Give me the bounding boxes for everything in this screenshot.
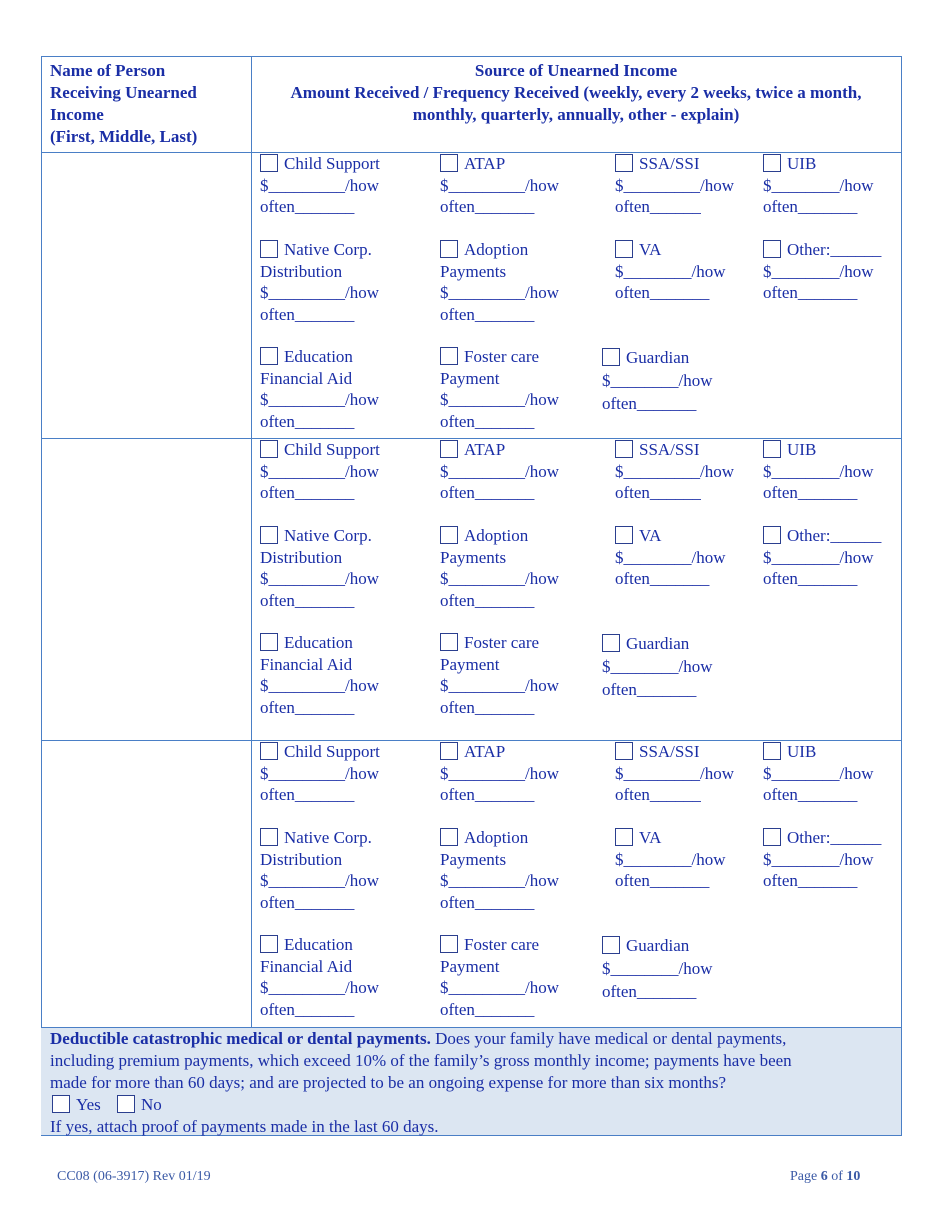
native-corp-option (260, 827, 379, 913)
amount-field[interactable]: $_________/how (615, 763, 734, 783)
uib-option (763, 153, 874, 218)
page-total: 10 (846, 1169, 861, 1184)
amount-field[interactable]: $_________/how (615, 175, 734, 195)
adoption-option (440, 239, 559, 325)
uib-checkbox[interactable] (763, 440, 781, 458)
atap-option (440, 439, 559, 504)
amount-field[interactable]: $________/how (602, 959, 713, 978)
other-option (763, 239, 881, 304)
option-label: VA (639, 240, 662, 259)
option-label: Child Support (284, 154, 380, 173)
foster-care-option (440, 934, 559, 1020)
adoption-option (440, 827, 559, 913)
amount-field[interactable]: $________/how (763, 763, 874, 783)
adoption-option (440, 525, 559, 611)
no-checkbox[interactable] (117, 1095, 135, 1113)
frequency-field[interactable]: often_______ (260, 892, 355, 912)
foster-care-checkbox[interactable] (440, 347, 458, 365)
amount-field[interactable]: $_________/how (260, 569, 379, 588)
ssa-ssi-checkbox[interactable] (615, 154, 633, 172)
other-checkbox[interactable] (763, 828, 781, 846)
frequency-field[interactable]: often______ (615, 785, 701, 804)
amount-field[interactable]: $_________/how (440, 390, 559, 409)
guardian-checkbox[interactable] (602, 634, 620, 652)
amount-field[interactable]: $________/how (763, 547, 874, 567)
adoption-checkbox[interactable] (440, 828, 458, 846)
option-label: Adoption (464, 828, 529, 847)
option-label: Native Corp. (284, 526, 372, 545)
foster-care-checkbox[interactable] (440, 935, 458, 953)
option-label: ATAP (464, 154, 506, 173)
amount-field[interactable]: $_________/how (260, 871, 379, 890)
option-label: UIB (787, 742, 817, 761)
option-label: SSA/SSI (639, 154, 700, 173)
amount-field[interactable]: $_________/how (260, 175, 379, 195)
frequency-field[interactable]: often_______ (440, 197, 535, 216)
amount-field[interactable]: $_________/how (260, 461, 379, 481)
amount-field[interactable]: $________/how (615, 261, 726, 281)
child-support-option (260, 741, 380, 806)
frequency-field[interactable]: often_______ (440, 892, 535, 912)
yes-label: Yes (76, 1095, 101, 1114)
frequency-field[interactable]: often______ (615, 483, 701, 502)
option-label: UIB (787, 154, 817, 173)
native-corp-option (260, 239, 379, 325)
option-label: VA (639, 828, 662, 847)
frequency-field[interactable]: often_______ (602, 680, 697, 699)
deductible-heading: Deductible catastrophic medical or dental payments. (50, 1029, 431, 1048)
deductible-text: Does your family have medical or dental payments, (435, 1029, 787, 1048)
ssa-ssi-option (615, 439, 734, 504)
uib-checkbox[interactable] (763, 154, 781, 172)
option-label: Payments (440, 261, 507, 281)
frequency-field[interactable]: often_______ (260, 304, 355, 324)
foster-care-option (440, 346, 559, 432)
uib-checkbox[interactable] (763, 742, 781, 760)
option-label: Education (284, 935, 353, 954)
guardian-checkbox[interactable] (602, 936, 620, 954)
option-label[interactable]: Other:______ (787, 240, 882, 259)
deductible-text: including premium payments, which exceed 10% of the family’s gross monthly income; payments have been (50, 1051, 792, 1070)
frequency-field[interactable]: often_______ (615, 569, 710, 588)
yes-checkbox[interactable] (52, 1095, 70, 1113)
option-label: Distribution (260, 849, 343, 869)
frequency-field[interactable]: often______ (615, 197, 701, 216)
foster-care-checkbox[interactable] (440, 633, 458, 651)
source-title: Source of Unearned Income (474, 61, 678, 80)
amount-field[interactable]: $_________/how (260, 390, 379, 409)
frequency-field[interactable]: often_______ (440, 697, 535, 717)
amount-field[interactable]: $_________/how (260, 283, 379, 302)
frequency-field[interactable]: often_______ (763, 785, 858, 804)
page-prefix: Page (790, 1169, 821, 1184)
page-indicator (790, 1169, 860, 1185)
frequency-field[interactable]: often_______ (763, 871, 858, 890)
va-option (615, 525, 726, 590)
va-option (615, 239, 726, 304)
child-support-checkbox[interactable] (260, 154, 278, 172)
yes-no-options (50, 1094, 895, 1116)
frequency-field[interactable]: often_______ (260, 590, 355, 610)
native-corp-checkbox[interactable] (260, 526, 278, 544)
option-label[interactable]: Other:______ (787, 828, 882, 847)
amount-field[interactable]: $_________/how (440, 871, 559, 890)
child-support-option (260, 439, 380, 504)
frequency-field[interactable]: often_______ (602, 982, 697, 1001)
name-header-line: Income (50, 105, 104, 124)
option-label: Financial Aid (260, 368, 353, 388)
amount-field[interactable]: $_________/how (260, 978, 379, 997)
adoption-checkbox[interactable] (440, 526, 458, 544)
amount-field[interactable]: $_________/how (440, 763, 559, 783)
option-label: Payments (440, 849, 507, 869)
frequency-field[interactable]: often_______ (260, 411, 355, 431)
native-corp-checkbox[interactable] (260, 828, 278, 846)
atap-checkbox[interactable] (440, 440, 458, 458)
frequency-field[interactable]: often_______ (763, 569, 858, 588)
option-label: Child Support (284, 742, 380, 761)
option-label: Foster care (464, 935, 540, 954)
frequency-field[interactable]: often_______ (260, 999, 355, 1019)
other-option (763, 827, 881, 892)
amount-field[interactable]: $_________/how (615, 461, 734, 481)
frequency-field[interactable]: often_______ (260, 785, 355, 804)
option-label: Financial Aid (260, 956, 353, 976)
va-checkbox[interactable] (615, 828, 633, 846)
page-number: 6 (820, 1169, 828, 1184)
option-label: Payment (440, 654, 500, 674)
guardian-option (602, 346, 713, 415)
option-label: Education (284, 633, 353, 652)
table-top-border (41, 56, 902, 57)
amount-field[interactable]: $_________/how (260, 676, 379, 695)
foster-care-option (440, 632, 559, 718)
amount-field[interactable]: $_________/how (440, 175, 559, 195)
option-label: Foster care (464, 347, 540, 366)
education-option (260, 632, 379, 718)
education-checkbox[interactable] (260, 347, 278, 365)
column-divider (251, 56, 252, 1027)
amount-field[interactable]: $________/how (763, 849, 874, 869)
option-label: Adoption (464, 240, 529, 259)
amount-field[interactable]: $________/how (763, 261, 874, 281)
adoption-checkbox[interactable] (440, 240, 458, 258)
ssa-ssi-checkbox[interactable] (615, 440, 633, 458)
frequency-field[interactable]: often_______ (602, 394, 697, 413)
other-option (763, 525, 881, 590)
deductible-text: made for more than 60 days; and are projected to be an ongoing expense for more than six months? (50, 1073, 727, 1092)
child-support-checkbox[interactable] (260, 440, 278, 458)
option-label: Financial Aid (260, 654, 353, 674)
atap-checkbox[interactable] (440, 154, 458, 172)
va-checkbox[interactable] (615, 240, 633, 258)
option-label: Child Support (284, 440, 380, 459)
option-label: Payment (440, 368, 500, 388)
option-label: Native Corp. (284, 828, 372, 847)
frequency-field[interactable]: often_______ (440, 411, 535, 431)
frequency-field[interactable]: often_______ (260, 197, 355, 216)
guardian-option (602, 632, 713, 701)
amount-field[interactable]: $________/how (615, 849, 726, 869)
person-name-cell[interactable] (42, 153, 250, 437)
option-label: Guardian (626, 348, 690, 367)
option-label: Guardian (626, 936, 690, 955)
frequency-field[interactable]: often_______ (440, 999, 535, 1019)
native-corp-checkbox[interactable] (260, 240, 278, 258)
amount-field[interactable]: $_________/how (440, 676, 559, 695)
amount-field[interactable]: $_________/how (440, 283, 559, 302)
frequency-field[interactable]: often_______ (260, 483, 355, 502)
frequency-field[interactable]: often_______ (763, 483, 858, 502)
frequency-field[interactable]: often_______ (440, 304, 535, 324)
person-name-cell[interactable] (42, 741, 250, 1026)
frequency-field[interactable]: often_______ (440, 483, 535, 502)
education-option (260, 934, 379, 1020)
amount-field[interactable]: $________/how (763, 461, 874, 481)
option-label: ATAP (464, 742, 506, 761)
other-checkbox[interactable] (763, 526, 781, 544)
education-checkbox[interactable] (260, 633, 278, 651)
option-label: Distribution (260, 261, 343, 281)
option-label: Education (284, 347, 353, 366)
option-label: SSA/SSI (639, 440, 700, 459)
name-header-line: (First, Middle, Last) (50, 127, 198, 146)
deductible-section (50, 1028, 895, 1138)
frequency-field[interactable]: often_______ (763, 283, 858, 302)
option-label: Native Corp. (284, 240, 372, 259)
option-label: Adoption (464, 526, 529, 545)
ssa-ssi-option (615, 741, 734, 806)
uib-option (763, 439, 874, 504)
va-option (615, 827, 726, 892)
person-name-cell[interactable] (42, 439, 250, 739)
frequency-field[interactable]: often_______ (615, 871, 710, 890)
va-checkbox[interactable] (615, 526, 633, 544)
option-label: Payments (440, 547, 507, 567)
amount-field[interactable]: $_________/how (260, 763, 379, 783)
source-column-header (252, 60, 900, 126)
frequency-field[interactable]: often_______ (763, 197, 858, 216)
ssa-ssi-option (615, 153, 734, 218)
atap-checkbox[interactable] (440, 742, 458, 760)
option-label: Guardian (626, 634, 690, 653)
native-corp-option (260, 525, 379, 611)
guardian-checkbox[interactable] (602, 348, 620, 366)
ssa-ssi-checkbox[interactable] (615, 742, 633, 760)
atap-option (440, 741, 559, 806)
name-header-line: Name of Person (50, 61, 166, 80)
education-option (260, 346, 379, 432)
uib-option (763, 741, 874, 806)
amount-field[interactable]: $________/how (763, 175, 874, 195)
child-support-checkbox[interactable] (260, 742, 278, 760)
frequency-field[interactable]: often_______ (260, 697, 355, 717)
frequency-field[interactable]: often_______ (615, 283, 710, 302)
option-label: Payment (440, 956, 500, 976)
page-of: of (827, 1169, 847, 1184)
option-label: VA (639, 526, 662, 545)
frequency-field[interactable]: often_______ (440, 590, 535, 610)
atap-option (440, 153, 559, 218)
option-label: Distribution (260, 547, 343, 567)
option-label: SSA/SSI (639, 742, 700, 761)
name-header-line: Receiving Unearned (50, 83, 197, 102)
guardian-option (602, 934, 713, 1003)
form-id: CC08 (06-3917) Rev 01/19 (57, 1169, 211, 1184)
deductible-note: If yes, attach proof of payments made in the last 60 days. (50, 1117, 439, 1136)
amount-field[interactable]: $________/how (602, 657, 713, 676)
amount-field[interactable]: $________/how (602, 371, 713, 390)
source-subtitle: monthly, quarterly, annually, other - explain) (412, 105, 740, 124)
option-label[interactable]: Other:______ (787, 526, 882, 545)
no-label: No (141, 1095, 162, 1114)
name-column-header (50, 60, 245, 148)
amount-field[interactable]: $_________/how (440, 978, 559, 997)
option-label: UIB (787, 440, 817, 459)
child-support-option (260, 153, 380, 218)
education-checkbox[interactable] (260, 935, 278, 953)
amount-field[interactable]: $________/how (615, 547, 726, 567)
source-subtitle: Amount Received / Frequency Received (weekly, every 2 weeks, twice a month, (290, 83, 862, 102)
other-checkbox[interactable] (763, 240, 781, 258)
amount-field[interactable]: $_________/how (440, 569, 559, 588)
frequency-field[interactable]: often_______ (440, 785, 535, 804)
amount-field[interactable]: $_________/how (440, 461, 559, 481)
option-label: ATAP (464, 440, 506, 459)
option-label: Foster care (464, 633, 540, 652)
